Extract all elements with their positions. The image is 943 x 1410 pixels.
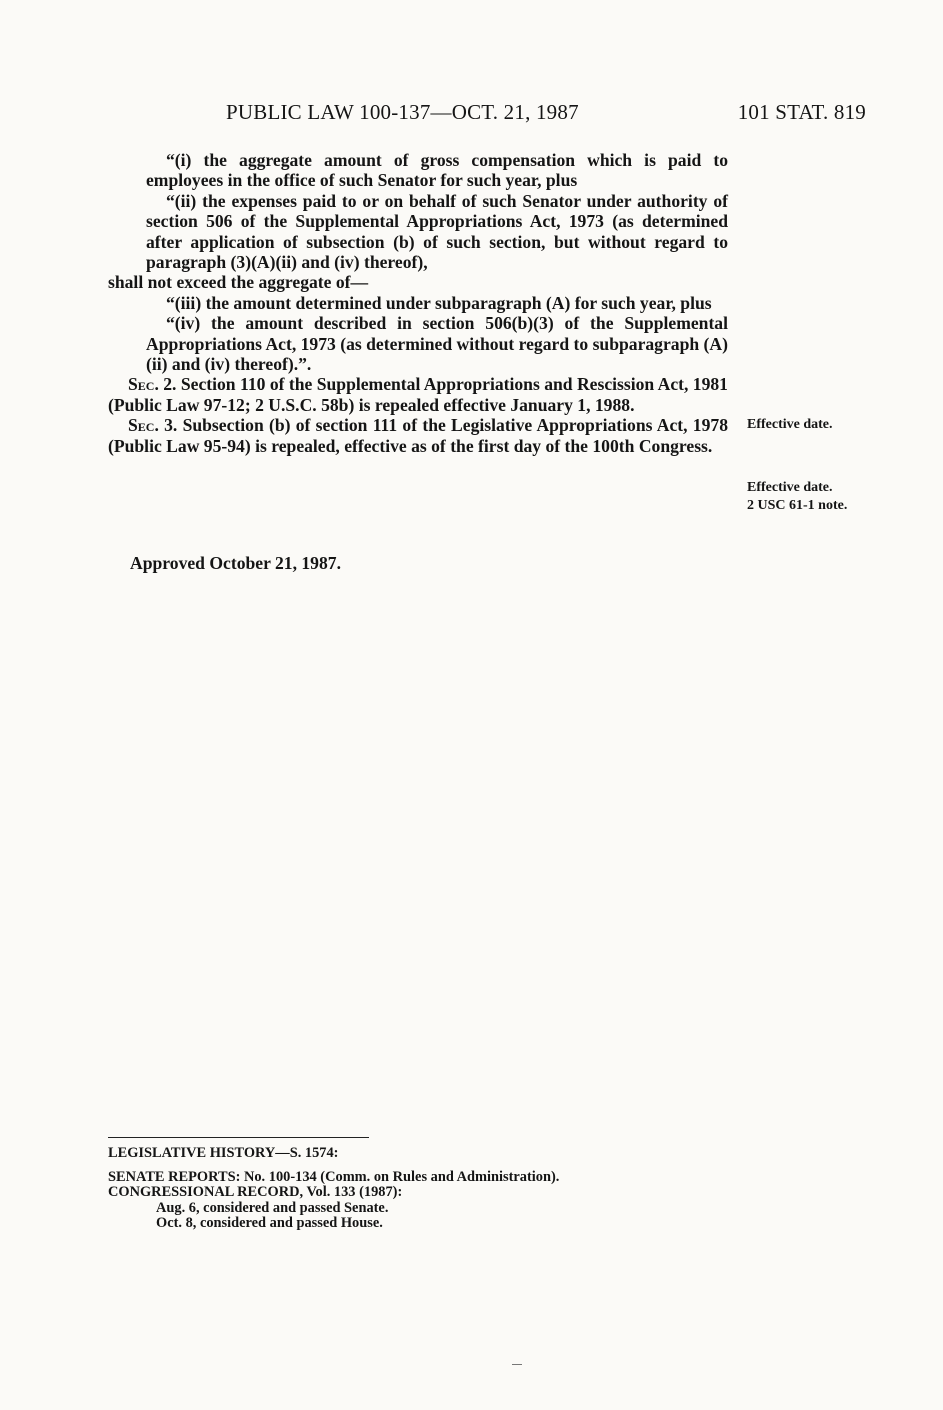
page-bottom-mark	[512, 1364, 522, 1365]
history-heading: LEGISLATIVE HISTORY—S. 1574:	[108, 1145, 339, 1161]
section-2-label: Sec. 2.	[128, 374, 177, 395]
statute-body	[108, 150, 728, 456]
clause-i: “(i) the aggregate amount of gross compensation which is paid to employees in the office of such Senator for such year, plus	[146, 150, 728, 191]
law-title: PUBLIC LAW 100-137—OCT. 21, 1987	[226, 100, 579, 124]
clause-iii: “(iii) the amount determined under subparagraph (A) for such year, plus	[166, 292, 712, 313]
section-2-text: Section 110 of the Supplemental Appropriations and Rescission Act, 1981 (Public Law 97-12; 2 U.S.C. 58b) is repealed effective January 1, 1988.	[108, 374, 728, 415]
section-3-label: Sec. 3.	[128, 415, 178, 436]
history-entry-2: Oct. 8, considered and passed House.	[156, 1215, 383, 1232]
clause-iv: “(iv) the amount described in section 506(b)(3) of the Supplemental Appropriations Act, 1973 (as determined without regard to subparagraph (A)(ii) and (iv) thereof).”.	[146, 313, 728, 375]
senate-reports: SENATE REPORTS: No. 100-134 (Comm. on Rules and Administration).	[108, 1168, 560, 1185]
section-3	[108, 415, 728, 456]
margin-note-sec3-usc: 2 USC 61-1 note.	[747, 498, 848, 513]
legislative-history	[108, 1146, 559, 1232]
approval-date: Approved October 21, 1987.	[130, 553, 341, 573]
congressional-record: CONGRESSIONAL RECORD, Vol. 133 (1987):	[108, 1184, 403, 1201]
clause-ii: “(ii) the expenses paid to or on behalf of such Senator under authority of section 506 of the Supplemental Appropriations Act, 1973 (as determined after application of subsection (b) of such section, but without regard to paragraph (3)(A)(ii) and (iv) thereof),	[146, 190, 728, 273]
section-2	[108, 374, 728, 415]
history-entry-1: Aug. 6, considered and passed Senate.	[156, 1199, 389, 1216]
margin-note-sec2: Effective date.	[747, 417, 833, 432]
stat-reference: 101 STAT. 819	[737, 100, 866, 124]
margin-note-sec3-effective: Effective date.	[747, 480, 833, 495]
footnote-rule	[108, 1137, 369, 1138]
shall-not-exceed: shall not exceed the aggregate of—	[108, 272, 369, 293]
section-3-text: Subsection (b) of section 111 of the Legislative Appropriations Act, 1978 (Public Law 95-94) is repealed, effective as of the first day of the 100th Congress.	[108, 415, 728, 456]
